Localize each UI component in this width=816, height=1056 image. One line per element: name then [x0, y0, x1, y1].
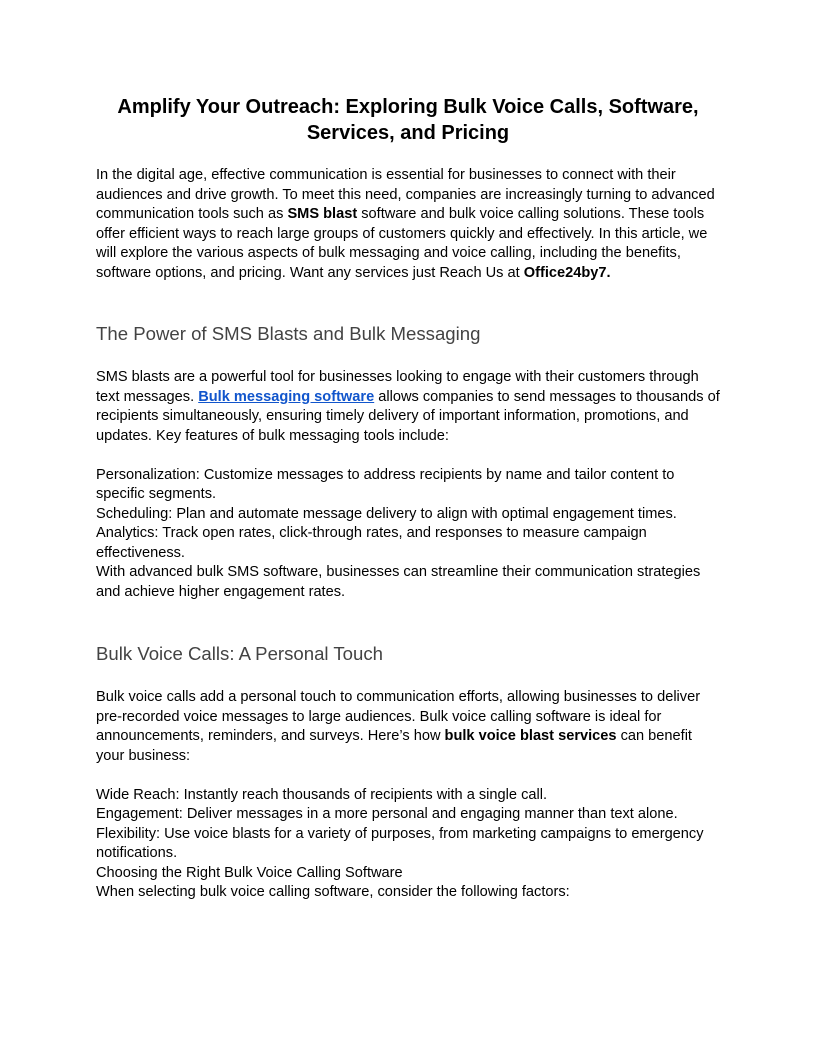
section-heading-bulk-voice-calls: Bulk Voice Calls: A Personal Touch: [96, 643, 383, 664]
intro-bold-office24by7: Office24by7.: [523, 264, 611, 281]
voice-text-1: Bulk voice calls add a personal touch to communication efforts, allowing businesses to deliver pre-recorded voice messages to large audiences. Bulk voice calling software is ideal for announcements, reminders, and surveys. Here’s how: [96, 689, 701, 744]
intro-text-2: software and bulk voice calling solutions. These tools offer efficient ways to reach large groups of customers quickly and effectively. In this article, we will explore the various aspects of bulk messaging and voice calling, including the benefits, software options, and pricing. Want any services just Reach Us at: [96, 206, 708, 281]
sms-text-2: allows companies to send messages to thousands of recipients simultaneously, ensuring timely delivery of important information, promotions, and updates. Key features of bulk messaging tools include:: [96, 388, 720, 444]
feature-scheduling: Scheduling: Plan and automate message delivery to align with optimal engagement times.: [96, 505, 677, 522]
sms-summary-line: With advanced bulk SMS software, businesses can streamline their communication strategies and achieve higher engagement rates.: [96, 564, 701, 600]
voice-bold-services: bulk voice blast services: [444, 728, 617, 744]
sms-paragraph: [96, 368, 720, 446]
intro-bold-sms-blast: SMS blast: [287, 206, 358, 222]
benefit-flexibility: Flexibility: Use voice blasts for a variety of purposes, from marketing campaigns to emergency notifications.: [96, 825, 704, 861]
benefit-engagement: Engagement: Deliver messages in a more personal and engaging manner than text alone.: [96, 806, 678, 822]
benefit-wide-reach: Wide Reach: Instantly reach thousands of recipients with a single call.: [96, 786, 548, 803]
intro-text-1: In the digital age, effective communication is essential for businesses to connect with their audiences and drive growth. To meet this need, companies are increasingly turning to advanced communication tools such as: [96, 167, 715, 222]
choosing-software-line: Choosing the Right Bulk Voice Calling Software: [96, 864, 403, 881]
voice-benefits-block: [96, 786, 720, 903]
section-heading-sms-blasts: The Power of SMS Blasts and Bulk Messaging: [96, 323, 481, 344]
intro-paragraph: [96, 166, 720, 283]
selection-factors-line: When selecting bulk voice calling software, consider the following factors:: [96, 884, 570, 900]
feature-personalization: Personalization: Customize messages to address recipients by name and tailor content to specific segments.: [96, 466, 675, 502]
document-page: [96, 94, 720, 903]
document-title: Amplify Your Outreach: Exploring Bulk Voice Calls, Software, Services, and Pricing: [117, 96, 699, 144]
voice-paragraph: [96, 688, 720, 766]
feature-analytics: Analytics: Track open rates, click-through rates, and responses to measure campaign effectiveness.: [96, 525, 647, 561]
sms-features-block: [96, 466, 720, 603]
voice-text-2: can benefit your business:: [96, 728, 692, 764]
sms-text-1: SMS blasts are a powerful tool for businesses looking to engage with their customers through text messages.: [96, 369, 699, 405]
bulk-messaging-software-link[interactable]: Bulk messaging software: [198, 388, 375, 405]
